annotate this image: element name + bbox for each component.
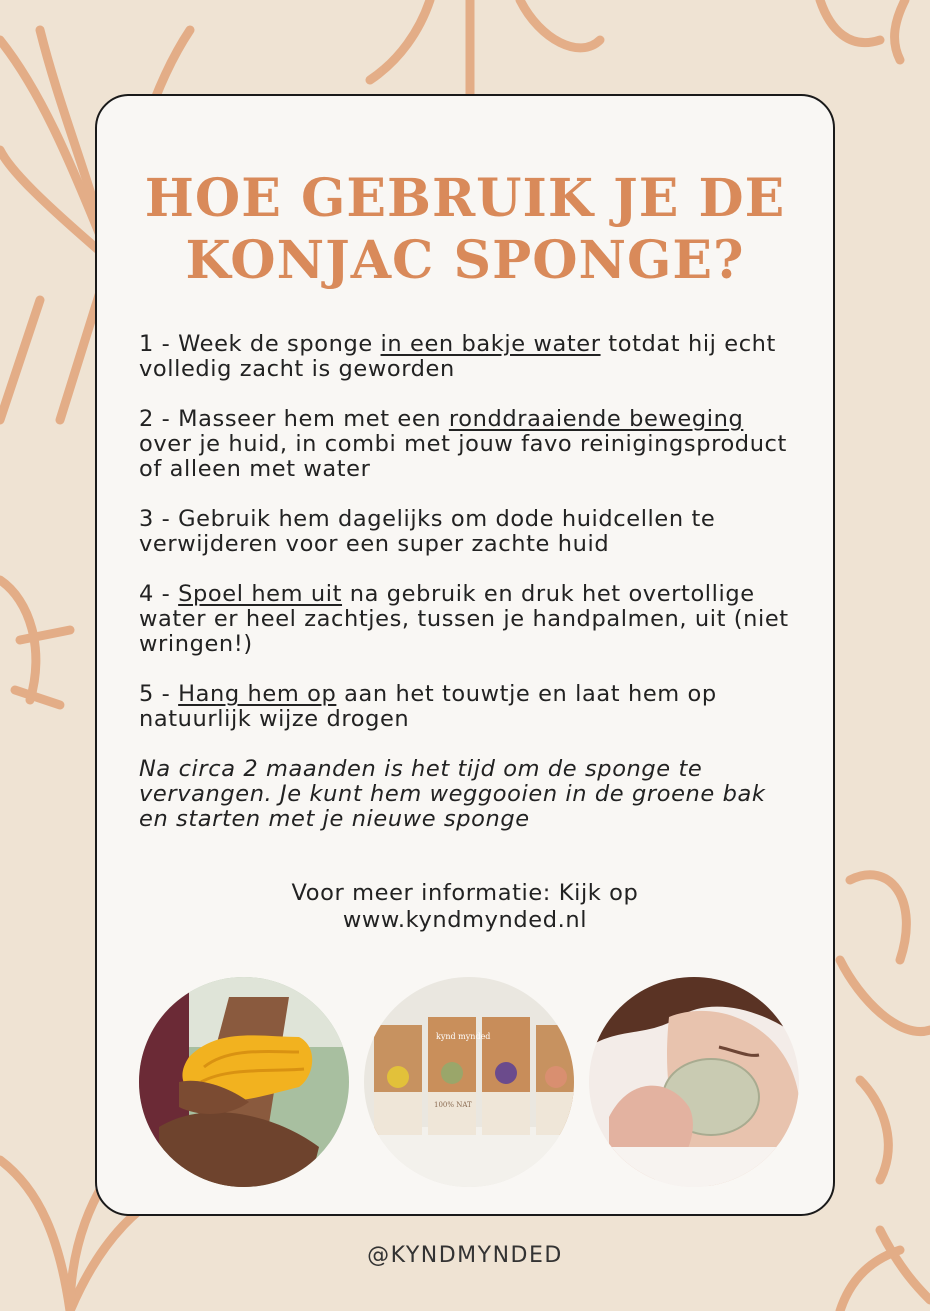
website-link[interactable]: www.kyndmynded.nl [342,907,588,933]
more-info-text: Voor meer informatie: Kijk op [291,880,639,906]
page-title [97,168,833,292]
replacement-note: Na circa 2 maanden is het tijd om de sponge te vervangen. Je kunt hem weggooien in de groene bak en starten met je nieuwe sponge [139,756,766,832]
box-label-text: 100% NAT [434,1101,472,1109]
instruction-card [95,94,835,1216]
photo-product-boxes [364,977,574,1187]
step-item: 5 - Hang hem op aan het touwtje en laat hem op natuurlijk wijze drogen [139,681,717,732]
step-item: 3 - Gebruik hem dagelijks om dode huidcellen te verwijderen voor een super zachte huid [139,506,716,557]
photo-face-sponge [589,977,799,1187]
box-brand-text: kynd mynded [436,1032,491,1041]
title-line-1: HOE GEBRUIK JE DE [144,168,786,229]
photo-yellow-sponge [139,977,349,1187]
more-info [97,880,833,934]
title-line-2: KONJAC SPONGE? [185,230,745,291]
step-item: 1 - Week de sponge in een bakje water totdat hij echt volledig zacht is geworden [139,331,776,382]
steps-list [139,332,799,857]
step-highlight: Hang hem op [178,681,337,707]
step-item: 4 - Spoel hem uit na gebruik en druk het overtollige water er heel zachtjes, tussen je handpalmen, uit (niet wringen!) [139,581,789,657]
step-highlight: in een bakje water [380,331,601,357]
step-item: 2 - Masseer hem met een ronddraaiende beweging over je huid, in combi met jouw favo reinigingsproduct of alleen met water [139,406,787,482]
step-highlight: ronddraaiende beweging [448,406,744,432]
step-highlight: Spoel hem uit [178,581,343,607]
social-handle: @KYNDMYNDED [367,1243,563,1268]
